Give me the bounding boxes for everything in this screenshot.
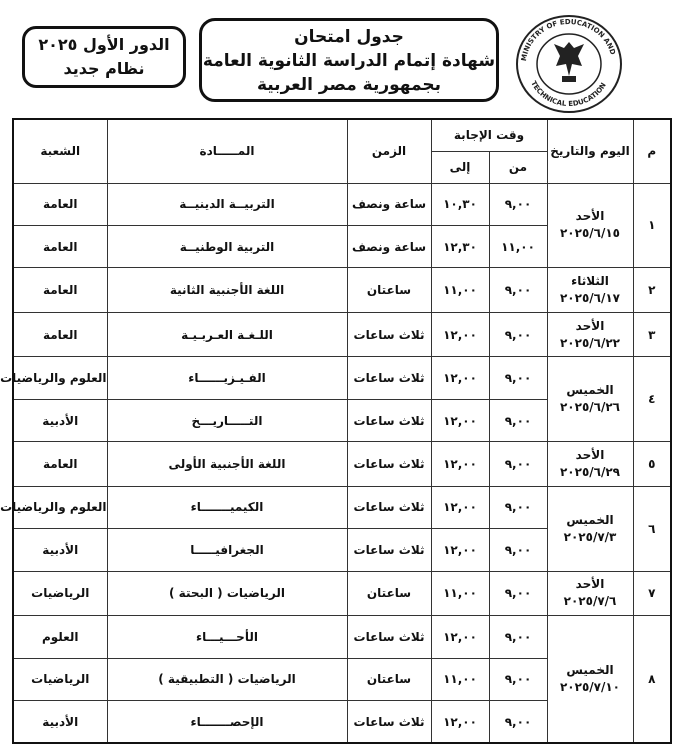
subject: التربية الوطنيــة [107, 225, 347, 267]
title-line-3: بجمهورية مصر العربية [256, 75, 442, 95]
row-num: ٥ [633, 442, 671, 486]
row-num: ٧ [633, 571, 671, 615]
day-date-cell [547, 571, 633, 615]
round-line-1: الدور الأول ٢٠٢٥ [38, 35, 170, 54]
time-to: ١١,٠٠ [431, 268, 489, 312]
col-header-duration: الزمن [347, 119, 431, 183]
title-line-2: شهادة إتمام الدراسة الثانوية العامة [202, 51, 496, 71]
subject: الرياضيات ( البحتة ) [107, 571, 347, 615]
subject: اللـغـة العـربـيـة [107, 312, 347, 356]
time-from: ٩,٠٠ [489, 183, 547, 225]
branch: العامة [13, 442, 107, 486]
day-name: الثلاثاء [571, 274, 609, 289]
branch: الأدبية [13, 701, 107, 744]
time-from: ٩,٠٠ [489, 529, 547, 571]
table-row [13, 312, 671, 356]
subject: التـــــاريـــخ [107, 399, 347, 441]
duration: ساعتان [347, 571, 431, 615]
subject: الكيميـــــــاء [107, 486, 347, 528]
subject: الأحـــيـــاء [107, 616, 347, 658]
time-to: ١٢,٠٠ [431, 312, 489, 356]
table-row [13, 268, 671, 312]
day-name: الأحد [575, 447, 605, 462]
exam-date: ٢٠٢٥/٦/١٧ [559, 291, 621, 306]
branch: العلوم والرياضيات [13, 357, 107, 399]
branch: العامة [13, 268, 107, 312]
exam-date: ٢٠٢٥/٧/٦ [563, 594, 617, 609]
title-line-1: جدول امتحان [294, 27, 404, 47]
duration: ساعتان [347, 658, 431, 700]
day-date-cell [547, 312, 633, 356]
day-date-cell [547, 183, 633, 268]
exam-date: ٢٠٢٥/٧/٣ [563, 529, 617, 544]
duration: ثلاث ساعات [347, 486, 431, 528]
time-to: ١٢,٠٠ [431, 701, 489, 744]
row-num: ٦ [633, 486, 671, 571]
time-from: ٩,٠٠ [489, 486, 547, 528]
subject: اللغة الأجنبية الثانية [107, 268, 347, 312]
subject: الجغرافيـــــا [107, 529, 347, 571]
duration: ثلاث ساعات [347, 616, 431, 658]
row-num: ٣ [633, 312, 671, 356]
table-row [13, 357, 671, 399]
ministry-logo [514, 14, 624, 114]
svg-text:TECHNICAL EDUCATION: TECHNICAL EDUCATION [529, 79, 608, 109]
exam-date: ٢٠٢٥/٦/١٥ [559, 226, 621, 241]
duration: ثلاث ساعات [347, 701, 431, 744]
day-name: الخميس [566, 512, 614, 527]
col-header-day: اليوم والتاريخ [547, 119, 633, 183]
col-header-num: م [633, 119, 671, 183]
time-to: ١١,٠٠ [431, 658, 489, 700]
time-from: ٩,٠٠ [489, 442, 547, 486]
duration: ثلاث ساعات [347, 442, 431, 486]
table-row [13, 486, 671, 528]
subject: التربيــة الدينيــة [107, 183, 347, 225]
day-date-cell [547, 268, 633, 312]
table-row [13, 442, 671, 486]
branch: العامة [13, 312, 107, 356]
col-header-time: وقت الإجابة [431, 119, 547, 151]
subject: اللغة الأجنبية الأولى [107, 442, 347, 486]
time-from: ٩,٠٠ [489, 268, 547, 312]
time-from: ٩,٠٠ [489, 399, 547, 441]
exam-date: ٢٠٢٥/٦/٢٢ [559, 335, 621, 350]
day-name: الخميس [566, 383, 614, 398]
subject: الرياضيات ( التطبيقية ) [107, 658, 347, 700]
time-to: ١٠,٣٠ [431, 183, 489, 225]
exam-schedule-table [0, 118, 672, 744]
day-date-cell [547, 486, 633, 571]
day-date-cell [547, 616, 633, 743]
day-name: الأحد [575, 577, 605, 592]
time-from: ٩,٠٠ [489, 357, 547, 399]
time-to: ١٢,٠٠ [431, 529, 489, 571]
time-from: ١١,٠٠ [489, 225, 547, 267]
time-from: ٩,٠٠ [489, 616, 547, 658]
row-num: ٨ [633, 616, 671, 743]
time-from: ٩,٠٠ [489, 701, 547, 744]
branch: الرياضيات [13, 658, 107, 700]
svg-text:MINISTRY OF EDUCATION AND: MINISTRY OF EDUCATION AND [520, 17, 617, 62]
col-header-branch: الشعبة [13, 119, 107, 183]
branch: العامة [13, 225, 107, 267]
time-to: ١٢,٠٠ [431, 486, 489, 528]
col-header-to: إلى [431, 151, 489, 183]
exam-date: ٢٠٢٥/٧/١٠ [559, 680, 621, 695]
row-num: ٢ [633, 268, 671, 312]
page-header [0, 0, 684, 112]
time-to: ١٢,٣٠ [431, 225, 489, 267]
subject: الفـيـزيــــــاء [107, 357, 347, 399]
time-from: ٩,٠٠ [489, 312, 547, 356]
branch: العلوم [13, 616, 107, 658]
subject: الإحصـــــــاء [107, 701, 347, 744]
duration: ساعة ونصف [347, 183, 431, 225]
exam-title-box [199, 18, 499, 102]
table-row [13, 183, 671, 225]
branch: العامة [13, 183, 107, 225]
day-date-cell [547, 357, 633, 442]
row-num: ٤ [633, 357, 671, 442]
col-header-from: من [489, 151, 547, 183]
duration: ثلاث ساعات [347, 529, 431, 571]
branch: الأدبية [13, 529, 107, 571]
exam-round-box [22, 26, 186, 88]
time-to: ١٢,٠٠ [431, 357, 489, 399]
ministry-seal-icon [514, 14, 624, 114]
duration: ساعتان [347, 268, 431, 312]
duration: ثلاث ساعات [347, 399, 431, 441]
time-to: ١٢,٠٠ [431, 399, 489, 441]
time-to: ١٢,٠٠ [431, 442, 489, 486]
branch: الأدبية [13, 399, 107, 441]
exam-date: ٢٠٢٥/٦/٢٩ [559, 464, 621, 479]
round-line-2: نظام جديد [63, 59, 145, 78]
branch: الرياضيات [13, 571, 107, 615]
col-header-subject: المـــــادة [107, 119, 347, 183]
day-name: الأحد [575, 209, 605, 224]
time-from: ٩,٠٠ [489, 571, 547, 615]
day-date-cell [547, 442, 633, 486]
day-name: الأحد [575, 318, 605, 333]
time-to: ١١,٠٠ [431, 571, 489, 615]
day-name: الخميس [566, 663, 614, 678]
table-row [13, 616, 671, 658]
duration: ساعة ونصف [347, 225, 431, 267]
duration: ثلاث ساعات [347, 312, 431, 356]
exam-date: ٢٠٢٥/٦/٢٦ [559, 400, 621, 415]
time-from: ٩,٠٠ [489, 658, 547, 700]
row-num: ١ [633, 183, 671, 268]
branch: العلوم والرياضيات [13, 486, 107, 528]
duration: ثلاث ساعات [347, 357, 431, 399]
time-to: ١٢,٠٠ [431, 616, 489, 658]
table-row [13, 571, 671, 615]
